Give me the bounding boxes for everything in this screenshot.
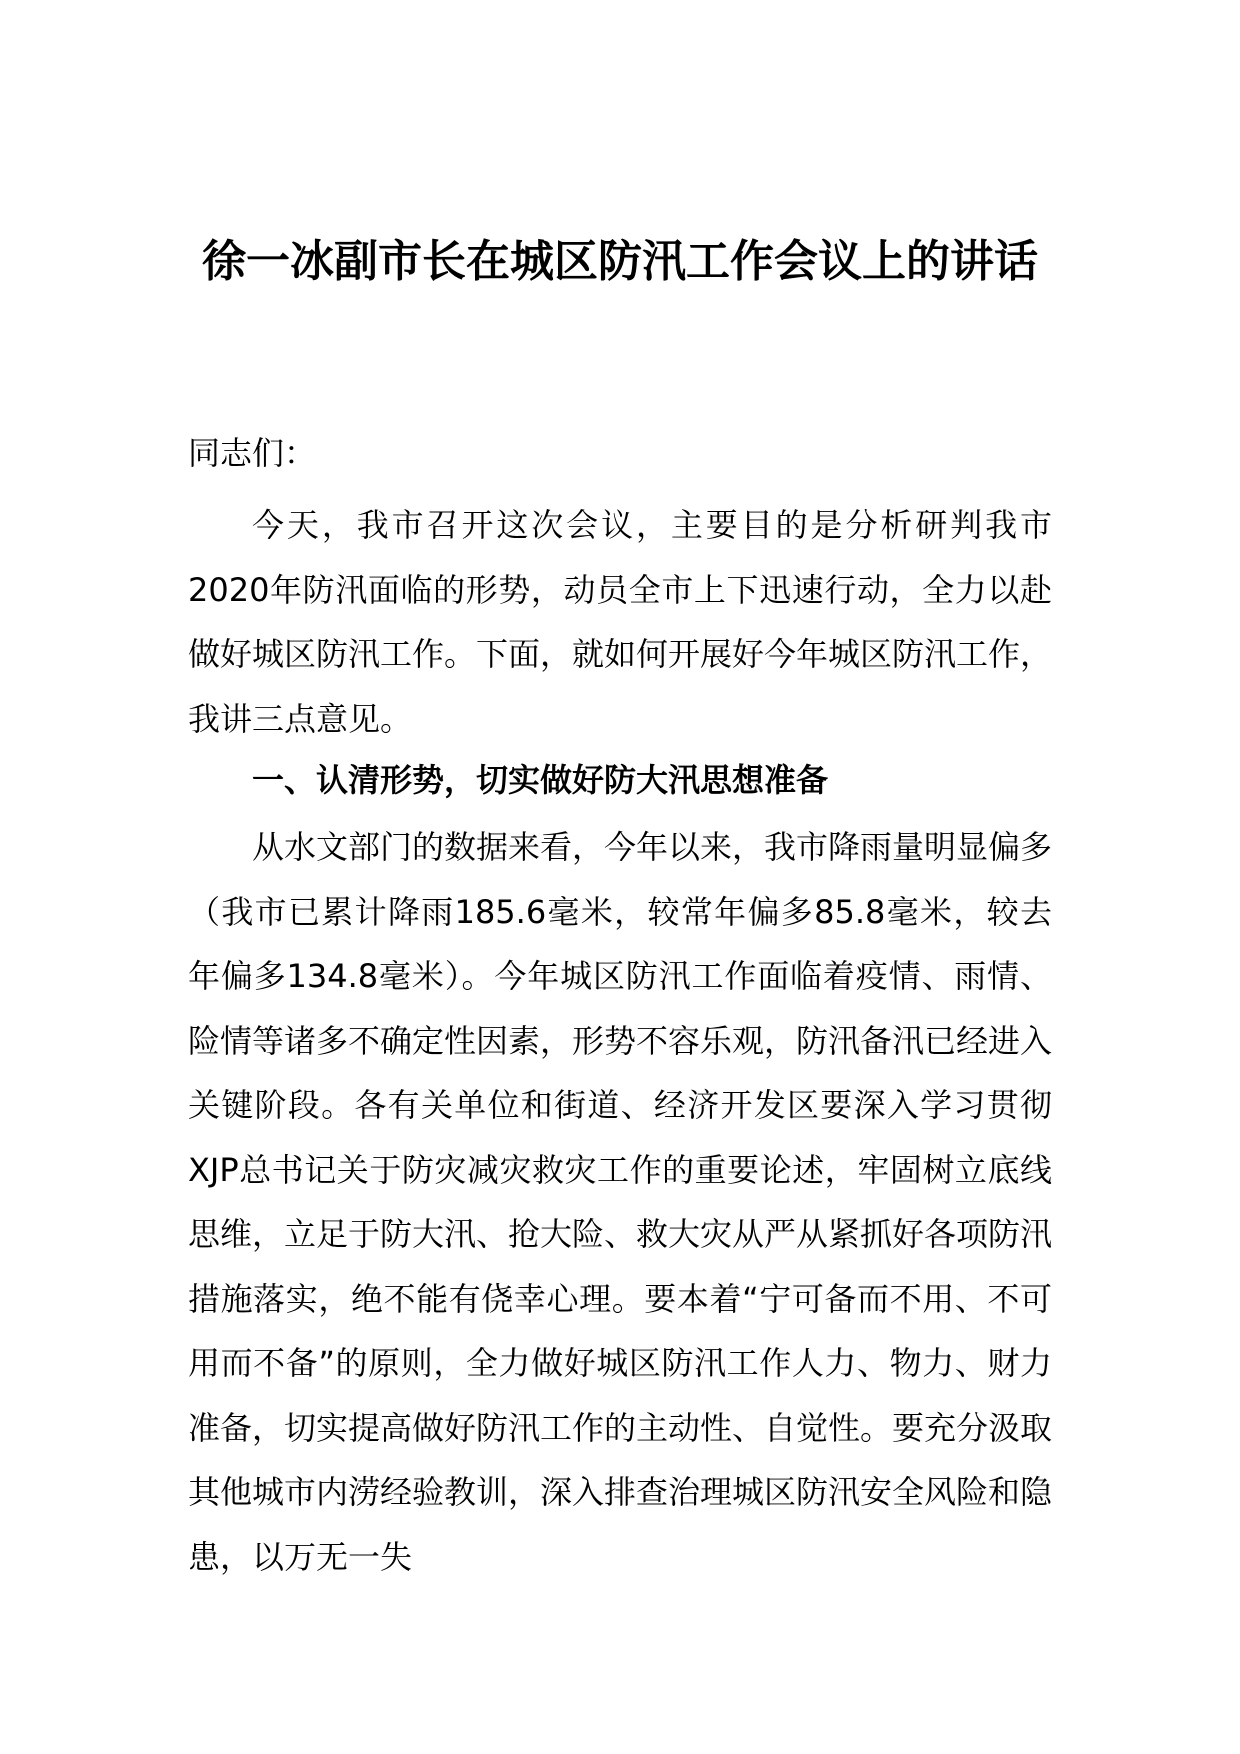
intro-paragraph: 今天，我市召开这次会议，主要目的是分析研判我市2020年防汛面临的形势，动员全市上下迅速行动，全力以赴做好城区防汛工作。下面，就如何开展好今年城区防汛工作，我讲三点意见。	[188, 506, 1053, 738]
section-1-paragraph: 从水文部门的数据来看，今年以来，我市降雨量明显偏多（我市已累计降雨185.6毫米，较常年偏多85.8毫米，较去年偏多134.8毫米）。今年城区防汛工作面临着疫情、雨情、险情等诸多不确定性因素，形势不容乐观，防汛备汛已经进入关键阶段。各有关单位和街道、经济开发区要深入学习贯彻XJP总书记关于防灾减灾救灾工作的重要论述，牢固树立底线思维，立足于防大汛、抢大险、救大灾从严从紧抓好各项防汛措施落实，绝不能有侥幸心理。要本着“宁可备而不用、不可用而不备”的原则，全力做好城区防汛工作人力、物力、财力准备，切实提高做好防汛工作的主动性、自觉性。要充分汲取其他城市内涝经验教训，深入排查治理城区防汛安全风险和隐患，以万无一失	[188, 828, 1053, 1576]
salutation: 同志们：	[188, 434, 317, 472]
document-title: 徐一冰副市长在城区防汛工作会议上的讲话	[202, 236, 1038, 287]
section-heading-1: 一、认清形势，切实做好防大汛思想准备	[252, 761, 829, 799]
